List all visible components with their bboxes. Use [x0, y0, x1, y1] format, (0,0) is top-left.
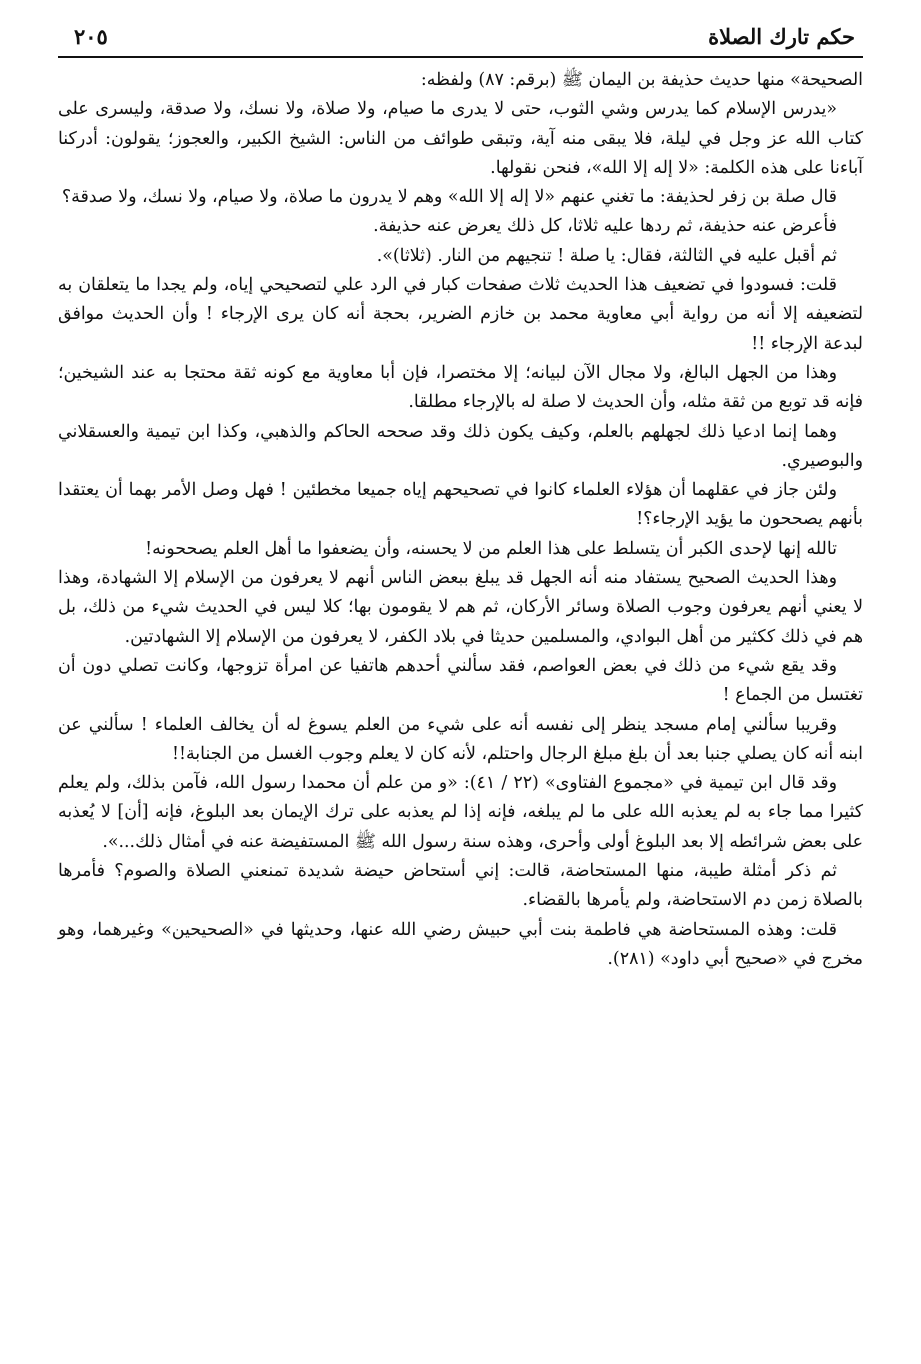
paragraph-13: وقريبا سألني إمام مسجد ينظر إلى نفسه أنه على شيء من العلم يسوغ له أن يخالف العلماء ! سألني عن ابنه أنه كان يصلي جنبا بعد أن بلغ مبلغ الرجال واحتلم، لأنه كان لا يعلم وجوب الغسل من الجنابة!! [58, 714, 863, 764]
paragraph-4: فأعرض عنه حذيفة، ثم ردها عليه ثلاثا، كل ذلك يعرض عنه حذيفة. [373, 216, 837, 237]
paragraph-6: قلت: فسودوا في تضعيف هذا الحديث ثلاث صفحات كبار في الرد علي لتصحيحي إياه، ولم يجدا ما يتعلقان به لتضعيفه إلا أنه من رواية أبي معاوية محمد بن خازم الضرير، بحجة أنه كان يرى الإرجاء ! وأن الحديث موافق لبدعة الإرجاء !! [58, 275, 863, 354]
paragraph-7: وهذا من الجهل البالغ، ولا مجال الآن لبيانه؛ إلا مختصرا، فإن أبا معاوية مع كونه ثقة محتجا به عند الشيخين؛ فإنه قد توبع من ثقة مثله، وأن الحديث لا صلة له بالإرجاء مطلقا. [58, 362, 863, 413]
running-head [58, 22, 863, 52]
paragraph-16: قلت: وهذه المستحاضة هي فاطمة بنت أبي حبيش رضي الله عنها، وحديثها في «الصحيحين» وغيرهما، وهو مخرج في «صحيح أبي داود» (٢٨١). [58, 919, 863, 969]
paragraph-10: تالله إنها لإحدى الكبر أن يتسلط على هذا العلم من لا يحسنه، وأن يضعفوا ما أهل العلم يصححونه! [145, 538, 837, 559]
paragraph-9: ولئن جاز في عقلهما أن هؤلاء العلماء كانوا في تصحيحهم إياه جميعا مخطئين ! فهل وصل الأمر بهما أن يعتقدا بأنهم يصححون ما يؤيد الإرجاء؟! [58, 480, 863, 530]
paragraph-11: وهذا الحديث الصحيح يستفاد منه أنه الجهل قد يبلغ ببعض الناس أنهم لا يعرفون من الإسلام إلا الشهادة، وهذا لا يعني أنهم يعرفون وجوب الصلاة وسائر الأركان، ثم هم لا يقومون بها؛ كلا ليس في الحديث شيء من ذلك، بل هم في ذلك ككثير من أهل البوادي، والمسلمين حديثا في بلاد الكفر، لا يعرفون من الإسلام إلا الشهادتين. [58, 568, 863, 647]
page-number: ٢٠٥ [74, 24, 108, 49]
paragraph-3: قال صلة بن زفر لحذيفة: ما تغني عنهم «لا إله إلا الله» وهم لا يدرون ما صلاة، ولا صيام، ولا نسك، ولا صدقة؟ [61, 187, 837, 208]
paragraph-12: وقد يقع شيء من ذلك في بعض العواصم، فقد سألني أحدهم هاتفيا عن امرأة تزوجها، وكانت تصلي دون أن تغتسل من الجماع ! [58, 655, 863, 706]
paragraph-2: «يدرس الإسلام كما يدرس وشي الثوب، حتى لا يدرى ما صيام، ولا صلاة، ولا نسك، ولا صدقة، وليسرى على كتاب الله عز وجل في ليلة، فلا يبقى منه آية، وتبقى طوائف من الناس: الشيخ الكبير، والعجوز؛ يقولون: أدركنا آباءنا على هذه الكلمة: «لا إله إلا الله»، فنحن نقولها. [58, 99, 863, 178]
running-title: حكم تارك الصلاة [708, 24, 855, 49]
paragraph-8: وهما إنما ادعيا ذلك لجهلهم بالعلم، وكيف يكون ذلك وقد صححه الحاكم والذهبي، وكذا ابن تيمية والعسقلاني والبوصيري. [58, 421, 863, 471]
paragraph-1: الصحيحة» منها حديث حذيفة بن اليمان ﷺ (برقم: ٨٧) ولفظه: [420, 70, 863, 90]
page-body [58, 66, 863, 974]
header-rule [58, 56, 863, 58]
paragraph-15: ثم ذكر أمثلة طيبة، منها المستحاضة، قالت: إني أستحاض حيضة شديدة تمنعني الصلاة والصوم؟ فأمرها بالصلاة زمن دم الاستحاضة، ولم يأمرها بالقضاء. [58, 861, 863, 911]
paragraph-5: ثم أقبل عليه في الثالثة، فقال: يا صلة ! تنجيهم من النار. (ثلاثا)». [376, 245, 837, 266]
paragraph-14: وقد قال ابن تيمية في «مجموع الفتاوى» (٢٢ / ٤١): «و من علم أن محمدا رسول الله، فآمن بذلك، ولم يعلم كثيرا مما جاء به لم يعذبه الله على ما لم يبلغه، فإنه إذا لم يعذبه على ترك الإيمان بعد البلوغ، فإنه [أن] لا يُعذبه على بعض شرائطه إلا بعد البلوغ أولى وأحرى، وهذه سنة رسول الله ﷺ المستفيضة عنه في أمثال ذلك...». [58, 773, 863, 852]
